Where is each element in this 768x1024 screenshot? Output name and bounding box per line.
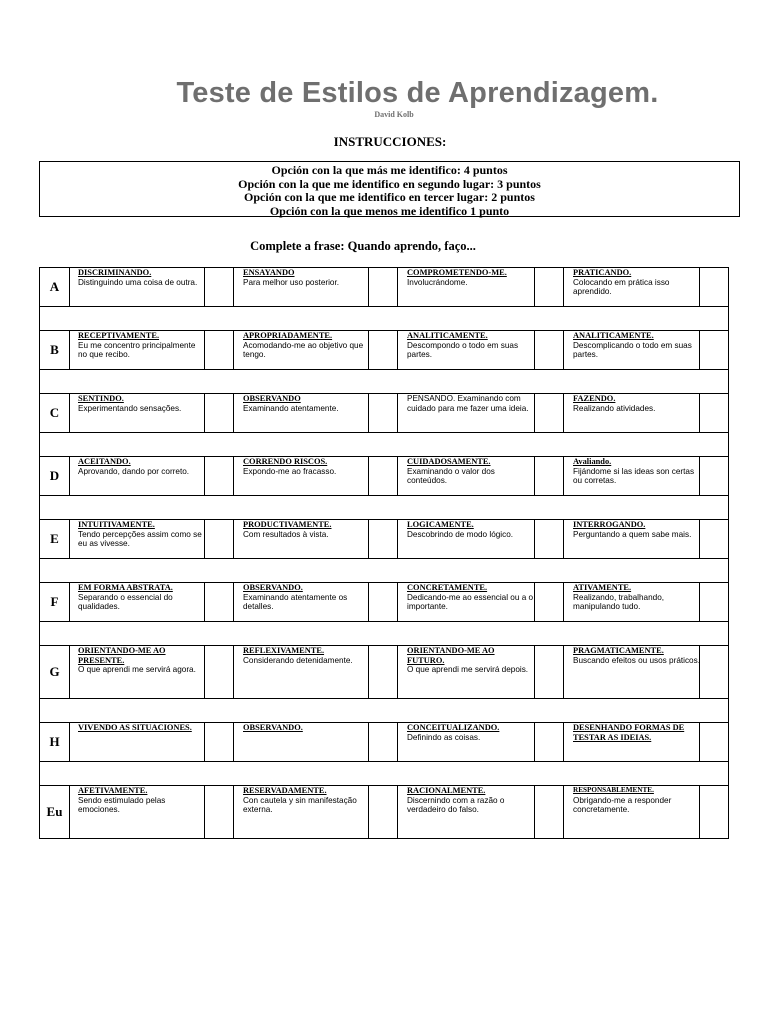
option-title: RESPONSABLEMENTE. xyxy=(573,786,654,794)
option-title: RECEPTIVAMENTE. xyxy=(78,331,160,340)
question-row xyxy=(39,785,729,839)
question-row xyxy=(39,330,729,370)
option-cell xyxy=(70,583,205,621)
score-box[interactable] xyxy=(204,583,234,621)
question-row xyxy=(39,393,729,433)
instruction-line: Opción con la que me identifico en tercer lugar: 2 puntos xyxy=(244,190,535,204)
option-cell xyxy=(70,268,205,306)
option-description: Examinando atentamente os detalles. xyxy=(243,592,348,612)
option-title: AFETIVAMENTE. xyxy=(78,786,148,795)
option-cell xyxy=(70,457,205,495)
score-box[interactable] xyxy=(368,646,398,698)
option-title: RESERVADAMENTE. xyxy=(243,786,327,795)
learning-style-grid xyxy=(39,267,729,839)
option-title: PRODUCTIVAMENTE. xyxy=(243,520,332,529)
option-cell xyxy=(399,520,534,558)
option-title: SENTINDO. xyxy=(78,394,124,403)
score-box[interactable] xyxy=(699,520,729,558)
row-letter: C xyxy=(40,394,70,432)
option-description: Acomodando-me ao objetivo que tengo. xyxy=(243,340,364,360)
option-description: Descompondo o todo em suas partes. xyxy=(407,340,519,360)
option-description: Experimentando sensações. xyxy=(78,403,182,413)
instruction-line: Opción con la que me identifico en segundo lugar: 3 puntos xyxy=(238,176,541,191)
question-row xyxy=(39,645,729,699)
option-title: COMPROMETENDO-ME. xyxy=(407,268,507,277)
score-box[interactable] xyxy=(699,457,729,495)
option-title: OBSERVANDO xyxy=(243,394,301,403)
option-cell xyxy=(235,786,370,838)
option-cell xyxy=(565,646,700,698)
score-box[interactable] xyxy=(204,268,234,306)
option-cell xyxy=(399,723,534,761)
option-title: INTUITIVAMENTE. xyxy=(78,520,155,529)
option-cell xyxy=(565,268,700,306)
option-description: O que aprendi me servirá agora. xyxy=(78,665,196,675)
option-title: ATIVAMENTE. xyxy=(573,583,632,592)
score-box[interactable] xyxy=(204,457,234,495)
option-cell xyxy=(565,723,700,761)
score-box[interactable] xyxy=(534,520,564,558)
score-box[interactable] xyxy=(204,331,234,369)
score-box[interactable] xyxy=(204,520,234,558)
score-box[interactable] xyxy=(699,723,729,761)
option-description: Examinando o valor dos conteúdos. xyxy=(407,466,495,486)
option-title: EM FORMA ABSTRATA. xyxy=(78,583,173,592)
option-cell xyxy=(399,394,534,432)
score-box[interactable] xyxy=(534,583,564,621)
option-title: OBSERVANDO. xyxy=(243,583,303,592)
option-description: O que aprendi me servirá depois. xyxy=(407,665,529,675)
row-spacer xyxy=(39,433,729,456)
option-description: Com resultados à vista. xyxy=(243,529,329,539)
option-cell xyxy=(235,723,370,761)
option-cell xyxy=(70,331,205,369)
option-title: ACEITANDO. xyxy=(78,457,131,466)
option-cell xyxy=(565,457,700,495)
option-description: Involucrándome. xyxy=(407,277,468,287)
option-title: DESENHANDO FORMAS DE TESTAR AS IDEIAS. xyxy=(573,723,685,742)
score-box[interactable] xyxy=(534,723,564,761)
instruction-line: Opción con la que menos me identifico 1 punto xyxy=(269,203,510,218)
score-box[interactable] xyxy=(368,520,398,558)
question-row xyxy=(39,267,729,307)
option-title: ORIENTANDO-ME AO FUTURO. xyxy=(407,646,495,665)
option-title: CORRENDO RISCOS. xyxy=(243,457,328,466)
score-box[interactable] xyxy=(534,331,564,369)
option-cell xyxy=(235,646,370,698)
score-box[interactable] xyxy=(534,457,564,495)
option-description: Examinando atentamente. xyxy=(243,403,339,413)
option-title: VIVENDO AS SITUACIONES. xyxy=(78,723,192,732)
row-spacer xyxy=(39,307,729,330)
option-title: Avaliando. xyxy=(573,457,612,466)
author-name: David Kolb xyxy=(374,110,414,119)
score-box[interactable] xyxy=(534,394,564,432)
option-title: ENSAYANDO xyxy=(243,268,295,277)
row-letter: F xyxy=(40,583,70,621)
option-cell xyxy=(399,268,534,306)
score-box[interactable] xyxy=(534,646,564,698)
option-cell xyxy=(565,520,700,558)
score-box[interactable] xyxy=(534,786,564,838)
option-description: Fijándome si las ideas son certas ou corretas. xyxy=(573,466,695,486)
option-description: Descobrindo de modo lógico. xyxy=(407,529,514,539)
score-box[interactable] xyxy=(368,394,398,432)
option-title: INTERROGANDO. xyxy=(573,520,646,529)
option-title: PRAGMATICAMENTE. xyxy=(573,646,664,655)
row-letter: D xyxy=(40,457,70,495)
sentence-prompt: Complete a frase: Quando aprendo, faço... xyxy=(250,239,476,253)
option-cell xyxy=(399,646,534,698)
option-title: REFLEXIVAMENTE. xyxy=(243,646,325,655)
row-spacer xyxy=(39,370,729,393)
row-letter: E xyxy=(40,520,70,558)
instruction-line: Opción con la que más me identifico: 4 puntos xyxy=(271,163,508,177)
option-description: Colocando em prática isso aprendido. xyxy=(573,277,670,297)
option-title: LOGICAMENTE. xyxy=(407,520,474,529)
score-box[interactable] xyxy=(368,457,398,495)
score-box[interactable] xyxy=(699,583,729,621)
option-description: Aprovando, dando por correto. xyxy=(78,466,190,476)
score-box[interactable] xyxy=(699,331,729,369)
option-title: CONCEITUALIZANDO. xyxy=(407,723,500,732)
option-description: Dedicando-me ao essencial ou a o importante. xyxy=(407,592,534,612)
option-cell xyxy=(235,268,370,306)
score-box[interactable] xyxy=(368,268,398,306)
option-description: Tendo percepções assim como se eu as vivesse. xyxy=(78,529,202,549)
row-letter: G xyxy=(40,646,70,698)
option-title: CONCRETAMENTE. xyxy=(407,583,488,592)
score-box[interactable] xyxy=(368,723,398,761)
score-box[interactable] xyxy=(204,723,234,761)
option-title: FAZENDO. xyxy=(573,394,616,403)
score-box[interactable] xyxy=(699,786,729,838)
option-description: Con cautela y sin manifestação externa. xyxy=(243,795,357,815)
option-cell xyxy=(235,583,370,621)
question-row xyxy=(39,582,729,622)
option-title: OBSERVANDO. xyxy=(243,723,303,732)
score-box[interactable] xyxy=(368,583,398,621)
row-letter: A xyxy=(40,268,70,306)
score-box[interactable] xyxy=(699,268,729,306)
score-box[interactable] xyxy=(534,268,564,306)
score-box[interactable] xyxy=(699,394,729,432)
option-description: Obrigando-me a responder concretamente. xyxy=(573,795,672,815)
row-letter: Eu xyxy=(40,786,70,838)
option-title: ORIENTANDO-ME AO PRESENTE. xyxy=(78,646,166,665)
option-cell xyxy=(399,331,534,369)
question-row xyxy=(39,722,729,762)
question-row xyxy=(39,456,729,496)
option-cell xyxy=(70,520,205,558)
row-letter: B xyxy=(40,331,70,369)
instructions-heading: INSTRUCCIONES: xyxy=(333,134,447,149)
option-description: Perguntando a quem sabe mais. xyxy=(573,529,692,539)
option-description: Buscando efeitos ou usos práticos. xyxy=(573,655,700,665)
option-cell xyxy=(70,646,205,698)
score-box[interactable] xyxy=(204,786,234,838)
score-box[interactable] xyxy=(368,786,398,838)
option-description: Realizando atividades. xyxy=(573,403,656,413)
option-description: Separando o essencial do qualidades. xyxy=(78,592,173,612)
row-spacer xyxy=(39,622,729,645)
option-cell xyxy=(235,331,370,369)
option-cell xyxy=(70,394,205,432)
page-title: Teste de Estilos de Aprendizagem. xyxy=(176,77,659,109)
option-cell xyxy=(235,520,370,558)
option-description: Sendo estimulado pelas emociones. xyxy=(78,795,166,815)
score-box[interactable] xyxy=(368,331,398,369)
option-cell xyxy=(235,394,370,432)
row-spacer xyxy=(39,762,729,785)
option-description: PENSANDO. Examinando com cuidado para me fazer uma ideia. xyxy=(407,394,529,413)
row-spacer xyxy=(39,699,729,722)
option-title: CUIDADOSAMENTE. xyxy=(407,457,491,466)
option-cell xyxy=(565,786,700,838)
question-row xyxy=(39,519,729,559)
option-description: Realizando, trabalhando, manipulando tudo. xyxy=(573,592,665,612)
option-cell xyxy=(70,786,205,838)
option-title: APROPRIADAMENTE. xyxy=(243,331,333,340)
option-cell xyxy=(565,583,700,621)
option-title: ANALITICAMENTE. xyxy=(573,331,654,340)
option-cell xyxy=(235,457,370,495)
option-cell xyxy=(399,583,534,621)
option-description: Para melhor uso posterior. xyxy=(243,277,340,287)
option-cell xyxy=(565,394,700,432)
score-box[interactable] xyxy=(699,646,729,698)
option-description: Distinguindo uma coisa de outra. xyxy=(78,277,198,287)
option-description: Considerando detenidamente. xyxy=(243,655,353,665)
option-description: Definindo as coisas. xyxy=(407,732,481,742)
option-cell xyxy=(399,786,534,838)
row-spacer xyxy=(39,496,729,519)
score-box[interactable] xyxy=(204,394,234,432)
option-description: Eu me concentro principalmente no que recibo. xyxy=(78,340,196,360)
option-cell xyxy=(399,457,534,495)
row-letter: H xyxy=(40,723,70,761)
option-title: DISCRIMINANDO. xyxy=(78,268,152,277)
option-title: RACIONALMENTE. xyxy=(407,786,486,795)
row-spacer xyxy=(39,559,729,582)
option-cell xyxy=(70,723,205,761)
option-description: Descomplicando o todo em suas partes. xyxy=(573,340,692,360)
option-title: ANALITICAMENTE. xyxy=(407,331,488,340)
option-description: Expondo-me ao fracasso. xyxy=(243,466,337,476)
instructions-box xyxy=(39,161,740,217)
option-title: PRATICANDO. xyxy=(573,268,632,277)
option-cell xyxy=(565,331,700,369)
option-description: Discernindo com a razão o verdadeiro do falso. xyxy=(407,795,505,815)
score-box[interactable] xyxy=(204,646,234,698)
